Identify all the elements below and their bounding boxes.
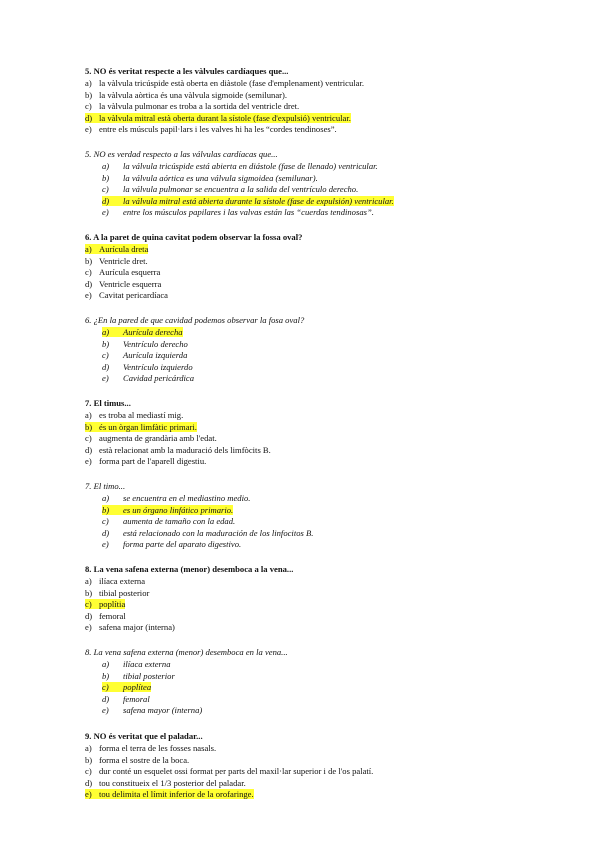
option-text: Aurícula dreta: [99, 244, 149, 254]
option-letter: a): [85, 78, 92, 88]
highlighted-answer: [85, 244, 148, 254]
option-text: ilíaca externa: [123, 659, 171, 669]
option-text: es troba al mediastí mig.: [99, 410, 184, 420]
answer-text-wrap: [102, 528, 313, 538]
option-text: Aurícula esquerra: [99, 267, 161, 278]
answer-text-wrap: [102, 207, 374, 217]
question-title-ca: 7. El timus...: [85, 398, 131, 408]
option-letter: c): [85, 267, 92, 278]
answer-option-es[interactable]: [102, 161, 378, 172]
answer-option-ca[interactable]: [85, 244, 148, 255]
option-letter: b): [102, 670, 110, 681]
option-text: Ventricle esquerra: [99, 278, 162, 289]
answer-text-wrap: [85, 101, 299, 111]
option-letter: b): [85, 754, 93, 765]
option-text: la vàlvula aòrtica és una vàlvula sigmoide (semilunar).: [99, 89, 288, 100]
option-text: Ventrículo derecho: [123, 338, 188, 349]
question-title-ca: 5. NO és veritat respecte a les vàlvules cardíaques que...: [85, 66, 289, 76]
option-text: está relacionado con la maduración de los linfocitos B.: [123, 527, 314, 538]
option-text: femoral: [123, 693, 150, 704]
option-letter: e): [85, 622, 92, 633]
answer-option-es[interactable]: [102, 528, 313, 539]
answer-text-wrap: [102, 173, 318, 183]
option-text: se encuentra en el mediastino medio.: [123, 493, 251, 503]
option-letter: b): [102, 172, 110, 183]
answer-option-es[interactable]: [102, 659, 171, 670]
answer-option-ca[interactable]: [85, 445, 271, 456]
answer-option-ca[interactable]: [85, 124, 337, 135]
answer-text-wrap: [85, 267, 160, 277]
answer-text-wrap: [102, 694, 150, 704]
option-letter: c): [102, 350, 109, 361]
answer-option-ca[interactable]: [85, 611, 126, 622]
answer-option-ca[interactable]: [85, 422, 197, 433]
option-text: forma part de l'aparell digestiu.: [99, 456, 207, 467]
option-text: Aurícula derecha: [123, 327, 183, 337]
question-title-ca: 8. La vena safena externa (menor) desemboca a la vena...: [85, 564, 294, 574]
answer-text-wrap: [85, 410, 183, 420]
option-letter: b): [85, 587, 93, 598]
option-text: Cavitat pericardíaca: [99, 290, 168, 301]
answer-option-ca[interactable]: [85, 456, 206, 467]
option-letter: d): [85, 444, 93, 455]
option-letter: b): [102, 338, 110, 349]
option-text: safena mayor (interna): [123, 705, 203, 716]
option-letter: b): [85, 421, 93, 432]
answer-option-ca[interactable]: [85, 90, 287, 101]
option-text: poplítia: [99, 599, 126, 610]
option-text: Aurícula izquierda: [123, 350, 188, 361]
answer-text-wrap: [85, 124, 337, 134]
option-letter: a): [102, 327, 110, 337]
option-text: Ventrículo izquierdo: [123, 361, 193, 372]
highlighted-answer: [85, 599, 125, 609]
option-text: tibial posterior: [123, 670, 175, 681]
answer-text-wrap: [102, 161, 378, 171]
answer-option-ca[interactable]: [85, 588, 149, 599]
answer-text-wrap: [85, 755, 189, 765]
highlighted-answer: [102, 327, 183, 337]
answer-option-es[interactable]: [102, 207, 374, 218]
option-text: la vàlvula pulmonar es troba a la sortida del ventricle dret.: [99, 101, 300, 112]
option-letter: c): [85, 101, 92, 112]
question-title-es: 6. ¿En la pared de que cavidad podemos observar la fosa oval?: [85, 315, 305, 325]
option-text: és un òrgan limfàtic primari.: [99, 421, 197, 432]
option-letter: a): [102, 659, 110, 669]
answer-option-es[interactable]: [102, 196, 394, 207]
answer-option-es[interactable]: [102, 350, 187, 361]
option-text: femoral: [99, 610, 126, 621]
option-letter: a): [102, 493, 110, 503]
option-text: la vàlvula tricúspide està oberta en diàstole (fase d'emplenament) ventricular.: [99, 78, 364, 88]
answer-option-es[interactable]: [102, 339, 188, 350]
answer-option-es[interactable]: [102, 493, 250, 504]
option-text: està relacionat amb la maduració dels limfòcits B.: [99, 444, 271, 455]
answer-option-ca[interactable]: [85, 755, 189, 766]
option-letter: a): [102, 161, 110, 171]
option-letter: a): [85, 576, 92, 586]
answer-text-wrap: [102, 184, 358, 194]
answer-option-ca[interactable]: [85, 113, 351, 124]
option-text: forma el terra de les fosses nasals.: [99, 743, 217, 753]
answer-option-ca[interactable]: [85, 290, 168, 301]
answer-option-ca[interactable]: [85, 101, 299, 112]
option-letter: e): [102, 207, 109, 218]
question-title-ca: 9. NO és veritat que el paladar...: [85, 731, 203, 741]
option-text: la válvula aórtica es una válvula sigmoidea (semilunar).: [123, 172, 318, 183]
answer-text-wrap: [85, 90, 287, 100]
answer-text-wrap: [85, 433, 217, 443]
answer-option-es[interactable]: [102, 362, 193, 373]
answer-option-es[interactable]: [102, 173, 318, 184]
option-text: entre els músculs papil·lars i les valves hi ha les “cordes tendinoses”.: [99, 124, 337, 135]
answer-option-ca[interactable]: [85, 599, 125, 610]
answer-option-ca[interactable]: [85, 576, 145, 587]
answer-option-es[interactable]: [102, 184, 358, 195]
option-text: la válvula pulmonar se encuentra a la salida del ventrículo derecho.: [123, 184, 359, 195]
option-letter: a): [85, 410, 92, 420]
option-letter: e): [102, 705, 109, 716]
option-letter: d): [85, 777, 93, 788]
option-letter: e): [85, 789, 92, 800]
answer-text-wrap: [102, 373, 194, 383]
option-letter: c): [85, 599, 92, 610]
answer-option-ca[interactable]: [85, 778, 246, 789]
option-text: tou delimita el límit inferior de la orofaringe.: [99, 789, 254, 800]
option-text: dur conté un esquelet ossi format per parts del maxil·lar superior i de l'os palatí.: [99, 766, 374, 777]
option-letter: b): [85, 89, 93, 100]
question-title-es: 8. La vena safena externa (menor) desemboca en la vena...: [85, 647, 288, 657]
option-letter: e): [102, 373, 109, 384]
option-letter: d): [102, 693, 110, 704]
answer-option-es[interactable]: [102, 694, 150, 705]
answer-text-wrap: [102, 350, 187, 360]
answer-option-ca[interactable]: [85, 410, 183, 421]
answer-option-es[interactable]: [102, 373, 194, 384]
option-text: la válvula mitral está abierta durante la sístole (fase de expulsión) ventricular.: [123, 195, 394, 206]
answer-option-ca[interactable]: [85, 267, 160, 278]
highlighted-answer: [102, 196, 394, 206]
option-text: es un órgano linfático primario.: [123, 504, 234, 515]
option-letter: b): [85, 255, 93, 266]
answer-text-wrap: [85, 778, 246, 788]
option-text: aumenta de tamaño con la edad.: [123, 516, 236, 527]
option-letter: e): [85, 456, 92, 467]
answer-text-wrap: [85, 743, 216, 753]
option-text: entre los músculos papilares i las valvas están las “cuerdas tendinosas”.: [123, 207, 374, 218]
option-letter: b): [102, 504, 110, 515]
option-letter: d): [85, 112, 93, 123]
highlighted-answer: [102, 682, 151, 692]
answer-option-ca[interactable]: [85, 789, 254, 800]
answer-text-wrap: [85, 279, 161, 289]
highlighted-answer: [85, 789, 254, 799]
option-letter: d): [85, 610, 93, 621]
answer-text-wrap: [102, 493, 250, 503]
option-letter: a): [85, 743, 92, 753]
option-text: Ventricle dret.: [99, 255, 148, 266]
option-letter: c): [102, 184, 109, 195]
answer-text-wrap: [85, 290, 168, 300]
answer-option-es[interactable]: [102, 539, 241, 550]
answer-option-es[interactable]: [102, 327, 183, 338]
answer-text-wrap: [85, 445, 271, 455]
highlighted-answer: [85, 113, 351, 123]
answer-text-wrap: [102, 539, 241, 549]
answer-option-ca[interactable]: [85, 743, 216, 754]
answer-text-wrap: [85, 256, 148, 266]
option-letter: a): [85, 244, 92, 254]
answer-option-ca[interactable]: [85, 433, 217, 444]
answer-text-wrap: [102, 339, 188, 349]
question-title-es: 7. El timo...: [85, 481, 126, 491]
option-letter: c): [102, 682, 109, 693]
answer-option-es[interactable]: [102, 682, 151, 693]
answer-text-wrap: [85, 766, 373, 776]
option-letter: d): [85, 278, 93, 289]
option-letter: c): [85, 766, 92, 777]
option-text: la vàlvula mitral està oberta durant la sístole (fase d'expulsió) ventricular.: [99, 112, 351, 123]
option-text: poplítea: [123, 682, 152, 693]
option-text: augmenta de grandària amb l'edat.: [99, 433, 217, 444]
answer-option-ca[interactable]: [85, 256, 148, 267]
option-letter: e): [102, 539, 109, 550]
answer-option-es[interactable]: [102, 505, 233, 516]
option-text: Cavidad pericárdica: [123, 373, 195, 384]
option-letter: d): [102, 361, 110, 372]
answer-text-wrap: [85, 78, 364, 88]
option-letter: e): [85, 290, 92, 301]
question-title-ca: 6. A la paret de quina cavitat podem observar la fossa oval?: [85, 232, 303, 242]
answer-option-ca[interactable]: [85, 622, 175, 633]
question-title-es: 5. NO es verdad respecto a las válvulas cardíacas que...: [85, 149, 278, 159]
option-text: tou constitueix el 1/3 posterior del paladar.: [99, 777, 246, 788]
answer-text-wrap: [102, 705, 202, 715]
answer-text-wrap: [85, 576, 145, 586]
option-letter: c): [85, 433, 92, 444]
option-letter: d): [102, 527, 110, 538]
highlighted-answer: [102, 505, 233, 515]
option-letter: e): [85, 124, 92, 135]
answer-text-wrap: [102, 659, 171, 669]
option-letter: d): [102, 195, 110, 206]
answer-option-es[interactable]: [102, 671, 175, 682]
answer-text-wrap: [102, 362, 193, 372]
answer-text-wrap: [102, 671, 175, 681]
option-letter: c): [102, 516, 109, 527]
answer-option-ca[interactable]: [85, 78, 364, 89]
answer-option-es[interactable]: [102, 516, 235, 527]
answer-option-ca[interactable]: [85, 766, 373, 777]
option-text: tibial posterior: [99, 587, 150, 598]
answer-option-es[interactable]: [102, 705, 202, 716]
option-text: forma parte del aparato digestivo.: [123, 539, 242, 550]
answer-text-wrap: [85, 456, 206, 466]
option-text: la válvula tricúspide está abierta en diástole (fase de llenado) ventricular.: [123, 161, 378, 171]
option-text: forma el sostre de la boca.: [99, 754, 190, 765]
answer-text-wrap: [102, 516, 235, 526]
highlighted-answer: [85, 422, 197, 432]
answer-text-wrap: [85, 588, 149, 598]
option-text: safena major (interna): [99, 622, 175, 633]
option-text: ilíaca externa: [99, 576, 146, 586]
answer-text-wrap: [85, 622, 175, 632]
answer-text-wrap: [85, 611, 126, 621]
answer-option-ca[interactable]: [85, 279, 161, 290]
